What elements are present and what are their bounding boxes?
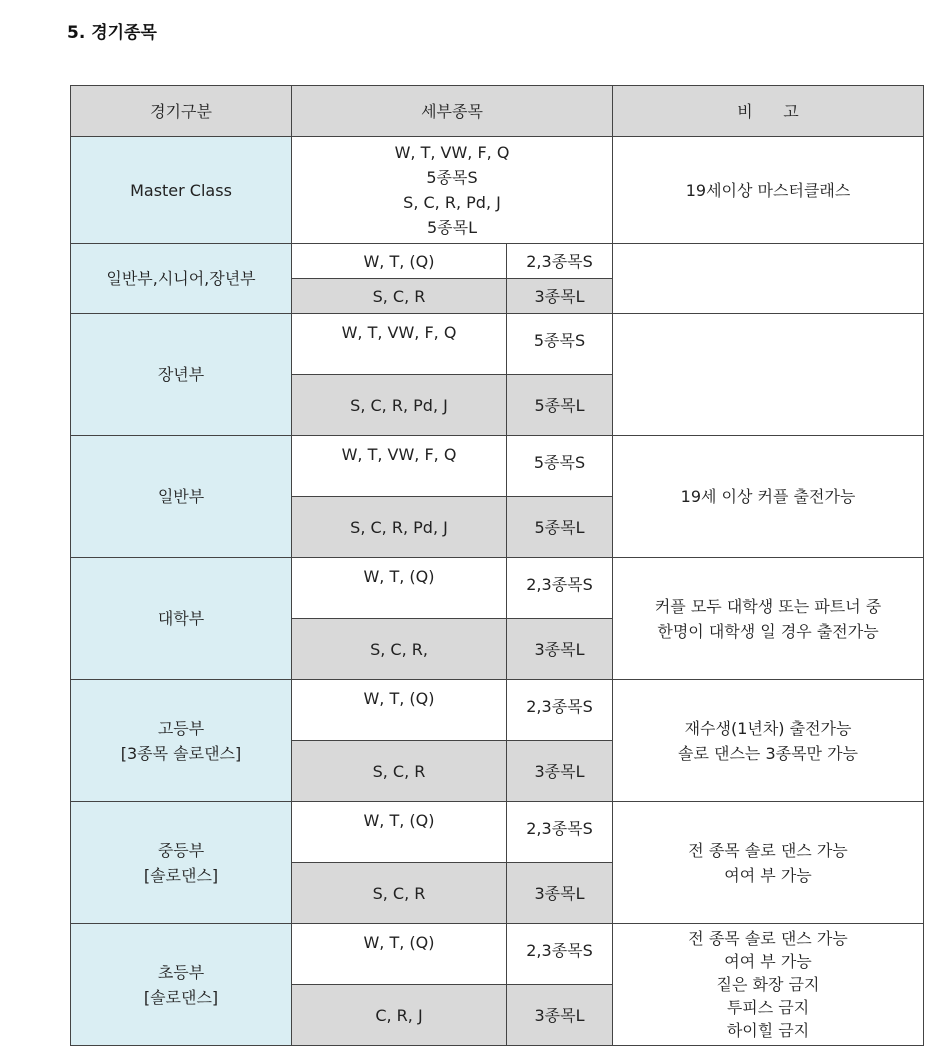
remarks-cell: 19세이상 마스터클래스	[613, 137, 924, 244]
remark-line: 짙은 화장 금지	[716, 975, 820, 994]
category-line: 중등부	[157, 840, 205, 860]
remarks-cell	[613, 314, 924, 436]
remark-line: 19세 이상 커플 출전가능	[680, 487, 856, 506]
dances-cell: S, C, R	[292, 741, 507, 802]
category-line: 일반부	[157, 487, 205, 506]
table-row	[71, 558, 924, 619]
dances-cell: W, T, (Q)	[292, 244, 507, 279]
category-cell	[71, 802, 292, 924]
event-count-cell: 3종목L	[507, 863, 613, 924]
table-row	[71, 802, 924, 863]
dances-cell: S, C, R	[292, 279, 507, 314]
category-line: 초등부	[157, 962, 205, 982]
remark-line: 여여 부 가능	[724, 952, 812, 971]
dances-cell: W, T, (Q)	[292, 802, 507, 863]
dances-cell: W, T, (Q)	[292, 680, 507, 741]
category-cell	[71, 436, 292, 558]
category-line: 일반부,시니어,장년부	[106, 269, 256, 288]
dances-cell: S, C, R	[292, 863, 507, 924]
category-cell	[71, 314, 292, 436]
event-count-cell: 5종목L	[507, 375, 613, 436]
dances-cell: W, T, (Q)	[292, 558, 507, 619]
master-class-row	[71, 137, 924, 244]
dances-cell: C, R, J	[292, 985, 507, 1046]
header-events: 세부종목	[292, 86, 613, 137]
event-count-cell: 3종목L	[507, 985, 613, 1046]
remarks-cell	[613, 436, 924, 558]
table-row	[71, 924, 924, 985]
category-line: 고등부	[157, 718, 205, 738]
event-count-cell: 2,3종목S	[507, 924, 613, 985]
table-row	[71, 244, 924, 279]
remarks-cell	[613, 802, 924, 924]
header-remarks: 비 고	[613, 86, 924, 137]
event-count-cell: 3종목L	[507, 619, 613, 680]
section-heading: 5. 경기종목	[67, 23, 157, 43]
header-category: 경기구분	[71, 86, 292, 137]
category-cell	[71, 924, 292, 1046]
events-table	[70, 85, 924, 1046]
remark-line: 솔로 댄스는 3종목만 가능	[678, 743, 859, 763]
remarks-cell	[613, 680, 924, 802]
remark-line: 여여 부 가능	[724, 865, 812, 885]
remark-line: 전 종목 솔로 댄스 가능	[688, 929, 848, 948]
category-line: [솔로댄스]	[143, 865, 219, 885]
remarks-cell	[613, 244, 924, 314]
table-row	[71, 314, 924, 375]
table-row	[71, 436, 924, 497]
table-row	[71, 680, 924, 741]
category-line: [솔로댄스]	[143, 987, 219, 1007]
category-line: 장년부	[157, 365, 205, 384]
event-count-cell: 3종목L	[507, 741, 613, 802]
category-line: [3종목 솔로댄스]	[120, 743, 242, 763]
remark-line: 투피스 금지	[726, 998, 810, 1017]
events-line: 5종목L	[427, 218, 478, 237]
event-count-cell: 2,3종목S	[507, 802, 613, 863]
event-count-cell: 2,3종목S	[507, 244, 613, 279]
dances-cell: W, T, VW, F, Q	[292, 314, 507, 375]
remark-line: 커플 모두 대학생 또는 파트너 중	[654, 596, 882, 616]
remarks-cell	[613, 924, 924, 1046]
dances-cell: W, T, VW, F, Q	[292, 436, 507, 497]
remark-line: 하이힐 금지	[726, 1021, 810, 1040]
event-count-cell: 2,3종목S	[507, 680, 613, 741]
category-line: 대학부	[157, 609, 205, 628]
dances-cell: S, C, R, Pd, J	[292, 375, 507, 436]
event-count-cell: 5종목S	[507, 314, 613, 375]
master-events-cell	[292, 137, 613, 244]
event-count-cell: 3종목L	[507, 279, 613, 314]
remark-line: 전 종목 솔로 댄스 가능	[688, 840, 848, 860]
remark-line: 한명이 대학생 일 경우 출전가능	[657, 621, 879, 641]
event-count-cell: 5종목S	[507, 436, 613, 497]
events-line: 5종목S	[426, 168, 478, 187]
category-cell	[71, 558, 292, 680]
dances-cell: S, C, R, Pd, J	[292, 497, 507, 558]
dances-cell: W, T, (Q)	[292, 924, 507, 985]
remark-line: 재수생(1년차) 출전가능	[684, 718, 852, 738]
category-cell	[71, 244, 292, 314]
remarks-cell	[613, 558, 924, 680]
event-count-cell: 5종목L	[507, 497, 613, 558]
events-line: W, T, VW, F, Q	[394, 143, 510, 162]
category-cell: Master Class	[71, 137, 292, 244]
category-cell	[71, 680, 292, 802]
events-line: S, C, R, Pd, J	[403, 193, 501, 212]
dances-cell: S, C, R,	[292, 619, 507, 680]
header-row	[71, 86, 924, 137]
event-count-cell: 2,3종목S	[507, 558, 613, 619]
